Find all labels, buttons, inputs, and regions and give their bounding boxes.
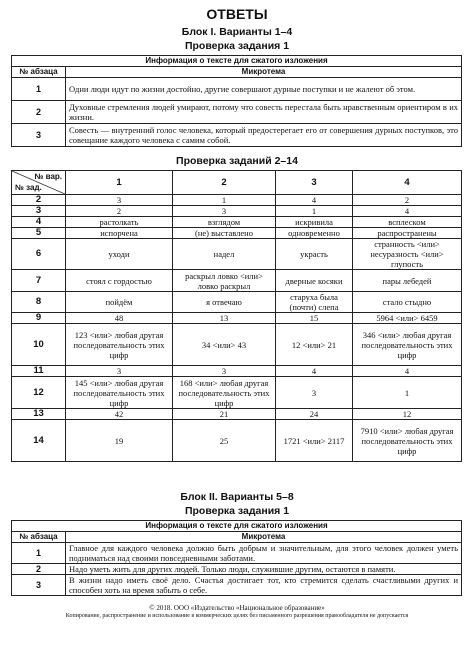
paragraph-number: 1 [12,543,66,564]
task-number: 9 [12,313,66,324]
variant-header: 2 [173,171,276,195]
block1-check2-heading: Проверка заданий 2–14 [176,155,298,167]
variant-header: 3 [276,171,353,195]
answer-cell: стоял с гордостью [66,270,173,292]
table-row [12,101,462,124]
answer-cell: искривила [276,217,353,228]
table-row [12,195,462,206]
answer-cell: 13 [173,313,276,324]
microtheme-text: Совесть — внутренний голос человека, который предостерегает его от совершения дурных поступков, это совещание каждого человека с самим собой. [66,124,462,147]
variant-header: 1 [66,171,173,195]
block2-text-table [11,520,462,596]
microtheme-text: В жизни надо иметь своё дело. Счастья достигает тот, кто стремится сделать счастливыми других и способен хоть на время забыть о себе. [66,575,462,596]
task-number: 8 [12,292,66,313]
corner-variant-label: № вар. [34,172,62,181]
answer-cell: дверные косяки [276,270,353,292]
task-number: 13 [12,409,66,420]
answer-cell: 123 <или> любая другая последовательность этих цифр [66,324,173,366]
answer-cell: 4 [276,195,353,206]
answer-cell: 12 <или> 21 [276,324,353,366]
microtheme-text: Одни люди идут по жизни достойно, другие совершают дурные поступки и не жалеют об этом. [66,78,462,101]
table-row [12,366,462,377]
table-row [12,124,462,147]
task-number: 5 [12,228,66,239]
paragraph-number: 3 [12,124,66,147]
paragraph-number: 3 [12,575,66,596]
task-number: 11 [12,366,66,377]
answer-cell: 24 [276,409,353,420]
answer-cell: 145 <или> любая другая последовательность этих цифр [66,377,173,409]
answer-cell: 2 [66,206,173,217]
task-number: 2 [12,195,66,206]
table-row [12,228,462,239]
answer-cell: 15 [276,313,353,324]
answer-cell: 48 [66,313,173,324]
block1-heading: Блок I. Варианты 1–4 [181,26,293,38]
answer-cell: распространены [353,228,462,239]
answer-cell: 1721 <или> 2117 [276,420,353,462]
answer-cell: 21 [173,409,276,420]
answer-cell: испорчена [66,228,173,239]
answer-cell: стало стыдно [353,292,462,313]
table-row [12,324,462,366]
table-row [12,409,462,420]
answer-cell: взглядом [173,217,276,228]
table-row [12,543,462,564]
answer-cell: 1 [353,377,462,409]
task-number: 4 [12,217,66,228]
table-row [12,420,462,462]
answer-cell: раскрыл ловко <или> ловко раскрыл [173,270,276,292]
block1-check1-heading: Проверка задания 1 [184,40,290,52]
answer-cell: надел [173,239,276,270]
answer-cell: всплеском [353,217,462,228]
answer-cell: 3 [173,366,276,377]
variant-header: 4 [353,171,462,195]
answer-cell: пары лебедей [353,270,462,292]
answer-cell: 168 <или> любая другая последовательность этих цифр [173,377,276,409]
block2-heading: Блок II. Варианты 5–8 [180,491,294,503]
microtheme-text: Надо уметь жить для других людей. Только люди, служившие другим, остаются в памяти. [66,564,462,575]
table-caption: Информация о тексте для сжатого изложения [12,56,462,67]
answer-cell: 34 <или> 43 [173,324,276,366]
task-number: 3 [12,206,66,217]
table-row [12,78,462,101]
table-row [12,206,462,217]
answer-cell: 4 [276,366,353,377]
microtheme-text: Духовные стремления людей умирают, потому что совесть перестала быть нравственным ориентиром в их жизни. [66,101,462,124]
answer-cell: 3 [276,377,353,409]
answer-cell: 3 [66,195,173,206]
table-row [12,313,462,324]
answer-cell: 19 [66,420,173,462]
block1-text-table [11,55,462,147]
task-number: 6 [12,239,66,270]
corner-task-label: № зад. [15,183,42,192]
task-number: 12 [12,377,66,409]
answer-cell: я отвечаю [173,292,276,313]
answer-cell: одновременно [276,228,353,239]
answer-cell: старуха была (почти) слепа [276,292,353,313]
page-title: ОТВЕТЫ [206,6,268,22]
table-row [12,377,462,409]
answer-cell: 7910 <или> любая другая последовательность этих цифр [353,420,462,462]
answer-cell: растолкать [66,217,173,228]
paragraph-number: 2 [12,101,66,124]
answer-cell: пойдём [66,292,173,313]
answer-cell: 25 [173,420,276,462]
column-header-paragraph: № абзаца [12,67,66,78]
answer-cell: 4 [353,206,462,217]
task-number: 14 [12,420,66,462]
column-header-paragraph: № абзаца [12,532,66,543]
answer-cell: 12 [353,409,462,420]
answer-cell: уходи [66,239,173,270]
task-number: 7 [12,270,66,292]
column-header-microtheme: Микротема [66,532,462,543]
grid-corner-cell [12,171,66,195]
answer-cell: 5964 <или> 6459 [353,313,462,324]
table-row [12,564,462,575]
table-row [12,217,462,228]
answer-cell: 1 [173,195,276,206]
answer-cell: 42 [66,409,173,420]
answer-cell: 346 <или> любая другая последовательность этих цифр [353,324,462,366]
answer-cell: 3 [173,206,276,217]
answer-cell: 3 [66,366,173,377]
answer-cell: украсть [276,239,353,270]
task-number: 10 [12,324,66,366]
answers-grid [11,170,462,462]
copyright-line: © 2018. ООО «Издательство «Национальное образование» [149,604,325,612]
table-caption: Информация о тексте для сжатого изложения [12,521,462,532]
block2-check1-heading: Проверка задания 1 [184,505,290,517]
copyright-notice: Копирование, распространение и использование в коммерческих целях без письменного разрешения правообладателя не допускается [65,613,409,619]
answer-cell: 4 [353,366,462,377]
table-row [12,239,462,270]
table-row [12,292,462,313]
answer-cell: 1 [276,206,353,217]
answer-cell: 2 [353,195,462,206]
grid-header-row [12,171,462,195]
table-row [12,575,462,596]
paragraph-number: 1 [12,78,66,101]
table-row [12,270,462,292]
microtheme-text: Главное для каждого человека должно быть добрым и значительным, для этого человек должен уметь подниматься над своими повседневными заботами. [66,543,462,564]
answer-cell: (не) выставлено [173,228,276,239]
paragraph-number: 2 [12,564,66,575]
answer-cell: странность <или> несуразность <или> глупость [353,239,462,270]
column-header-microtheme: Микротема [66,67,462,78]
